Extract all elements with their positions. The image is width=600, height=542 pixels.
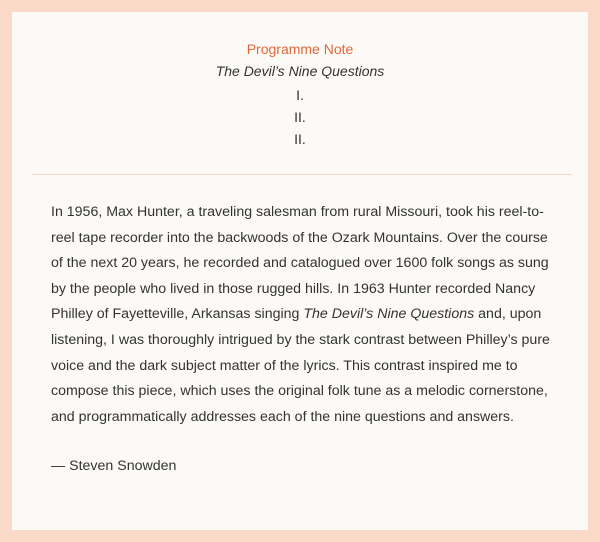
programme-note-body — [51, 200, 561, 480]
programme-note-label: Programme Note — [246, 41, 354, 57]
author-signature: — Steven Snowden — [51, 458, 177, 475]
note-text-part-1: In 1956, Max Hunter, a traveling salesman from rural Missouri, took his reel-to-reel tape recorder into the backwoods of the Ozark Mountains. Over the course of the next 20 years, he recorded and catalogued over 1600 folk songs as sung by the people who lived in those rugged hills. In 1963 Hunter recorded Nancy Philley of Fayetteville, Arkansas singing — [51, 204, 549, 323]
note-text-part-2: and, upon listening, I was thoroughly intrigued by the stark contrast between Philley’s pure voice and the dark subject matter of the lyrics. This contrast inspired me to compose this piece, which uses the original folk tune as a melodic cornerstone, and programmatically addresses each of the nine questions and answers. — [51, 306, 550, 425]
movement-item: II. — [294, 131, 306, 147]
programme-note-card — [12, 12, 588, 530]
note-paragraph — [51, 200, 561, 430]
piece-title-reference: The Devil’s Nine Questions — [303, 306, 475, 323]
movement-item: II. — [294, 109, 306, 125]
section-divider — [32, 174, 572, 175]
programme-note-header — [12, 12, 588, 150]
movement-item: I. — [296, 87, 304, 103]
movement-list — [12, 84, 588, 150]
piece-title: The Devil’s Nine Questions — [215, 63, 385, 79]
